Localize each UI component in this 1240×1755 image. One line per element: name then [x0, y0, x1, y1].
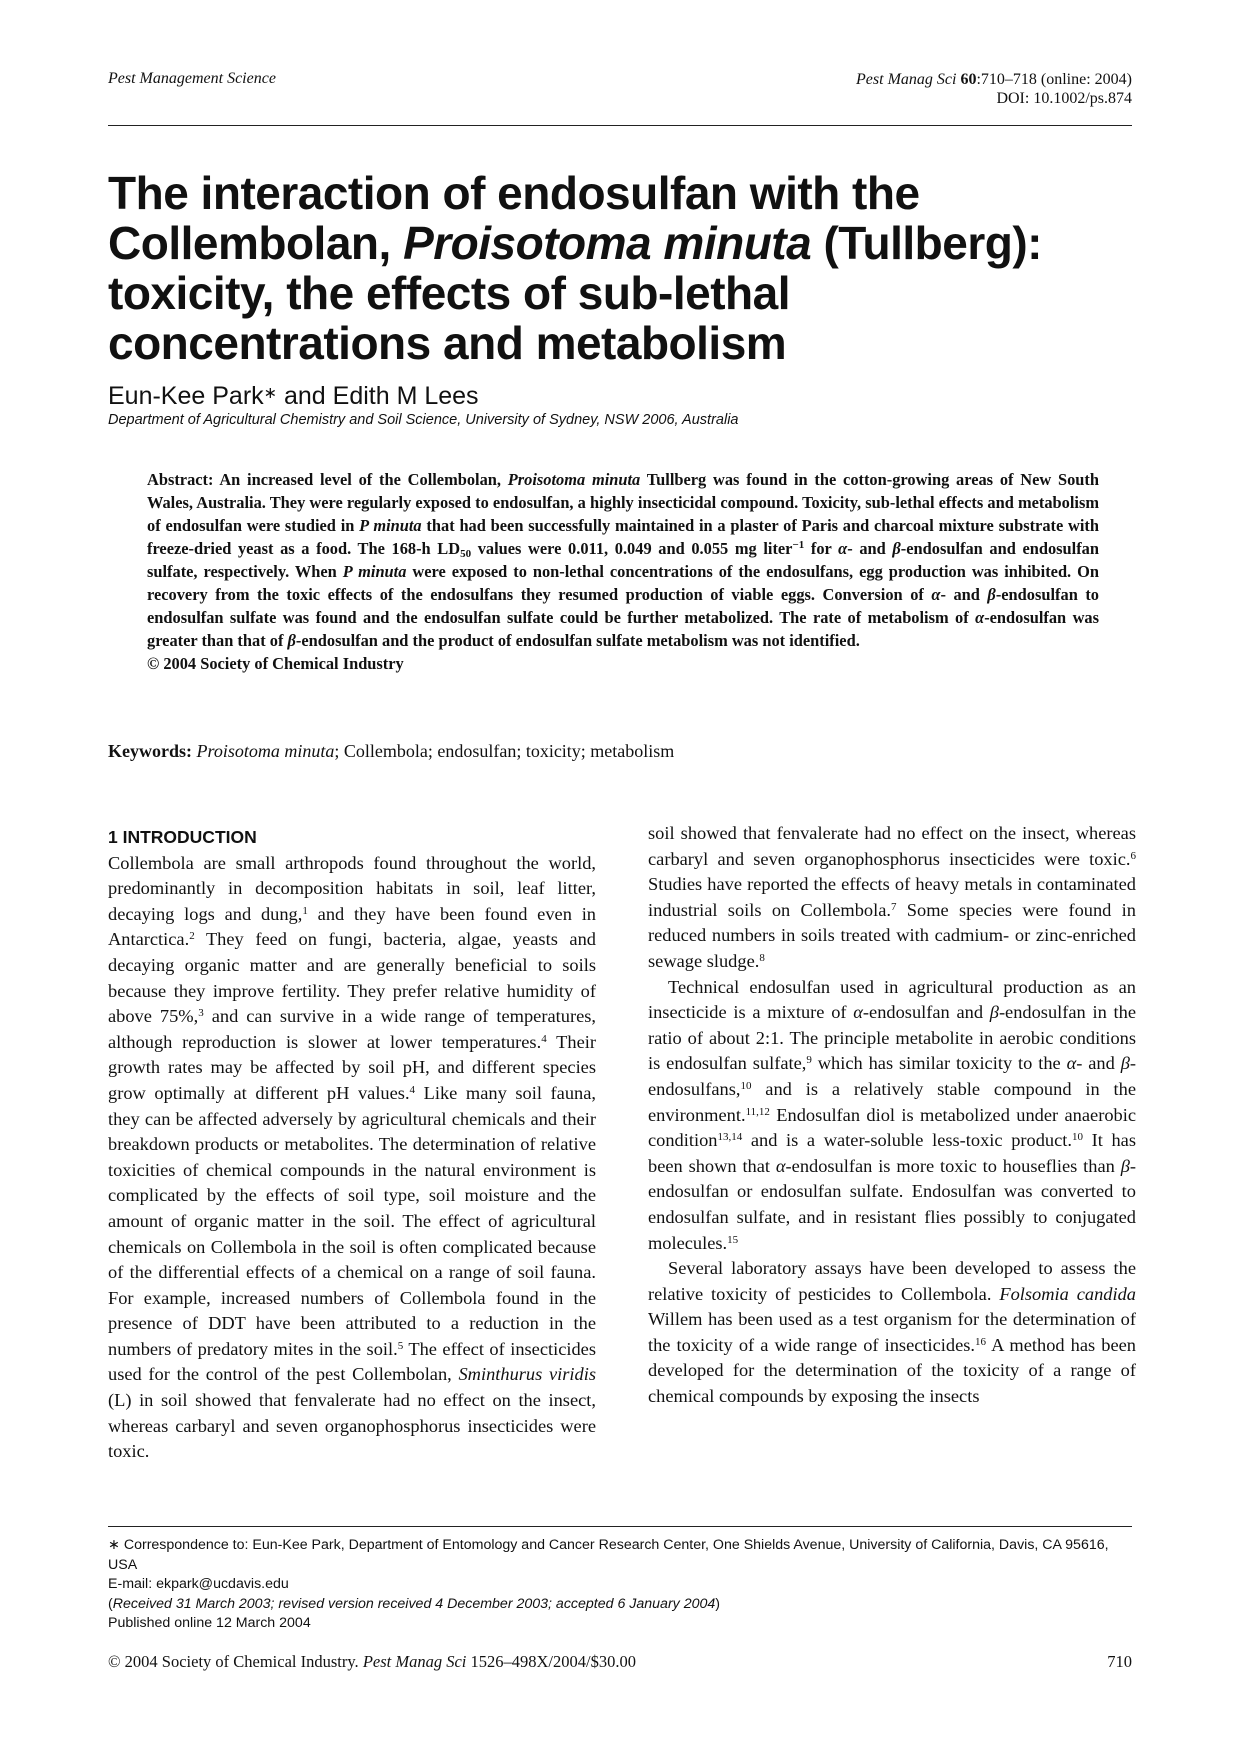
body-column-right: [648, 825, 1136, 1410]
abstract-subscript: 50: [460, 548, 472, 560]
body-text: -endosulfan is more toxic to houseflies than: [785, 1155, 1121, 1176]
greek-alpha: α: [975, 608, 985, 627]
abstract-text: -endosulfan and endosulfan sulfate, respectively. When: [147, 539, 1099, 581]
ref-mark: 4: [409, 1083, 416, 1096]
abstract-text: - and: [847, 539, 893, 558]
keyword-species: Proisotoma minuta: [196, 741, 335, 761]
body-text: Their growth rates may be affected by soil pH, and different species grow optimally at different pH values.: [108, 1031, 597, 1103]
ref-mark: 8: [759, 951, 765, 964]
body-text: -endosulfans,: [648, 1053, 1136, 1099]
body-text: and can survive in a wide range of temperatures, although reproduction is slower at lower temperatures.: [108, 1006, 596, 1052]
citation-pages: :710–718 (online: 2004): [976, 71, 1132, 88]
body-text: Collembola are small arthropods found throughout the world, predominantly in decomposition habitats in soil, leaf litter, decaying logs and dung,: [108, 852, 596, 924]
species-name: Folsomia candida: [999, 1283, 1136, 1304]
abstract-species: Proisotoma minuta: [507, 470, 641, 489]
paren: (: [108, 1595, 113, 1612]
body-text: (L) in soil showed that fenvalerate had no effect on the insect, whereas carbaryl and seven organophosphorus insecticides were toxic.: [108, 1390, 596, 1462]
footer-journal: Pest Manag Sci: [362, 1652, 467, 1671]
title-line-2b: (Tullberg):: [811, 217, 1042, 269]
keywords-label: Keywords:: [108, 741, 192, 761]
greek-alpha: α: [1066, 1053, 1077, 1074]
intro-paragraph-1: [108, 851, 596, 1465]
correspondence: [108, 1536, 1132, 1575]
body-text: Several laboratory assays have been developed to assess the relative toxicity of pesticides to Collembola.: [648, 1258, 1136, 1304]
title-line-1: The interaction of endosulfan with the: [108, 167, 920, 219]
greek-beta: β: [989, 1002, 999, 1023]
author-first: Eun-Kee Park: [108, 382, 264, 410]
citation-block: [856, 70, 1132, 108]
ref-mark: 3: [198, 1007, 204, 1020]
body-text: Studies have reported the effects of heavy metals in contaminated industrial soils on Collembola.: [648, 874, 1136, 920]
page-number: 710: [1107, 1652, 1132, 1671]
greek-beta: β: [892, 539, 901, 558]
greek-beta: β: [987, 585, 996, 604]
journal-name: Pest Management Science: [108, 70, 276, 87]
affiliation: Department of Agricultural Chemistry and Soil Science, University of Sydney, NSW 2006, Australia: [108, 412, 739, 428]
citation-volume: 60: [960, 71, 977, 88]
footnote-rule: [108, 1526, 1132, 1527]
body-text: -endosulfan or endosulfan sulfate. Endosulfan was converted to endosulfan sulfate, and in resistant flies possibly to conjugated molecules.: [648, 1155, 1136, 1253]
title-line-2a: Collembolan,: [108, 217, 404, 269]
author-rest: and Edith M Lees: [277, 382, 479, 410]
abstract-text: Tullberg was found in the cotton-growing areas of New South Wales, Australia. They were regularly exposed to endosulfan, a highly insecticidal compound. Toxicity, sub-lethal effects and metabolism of endosulfan were studied in: [147, 470, 1099, 535]
species-name: Sminthurus viridis: [458, 1364, 596, 1385]
abstract-text: - and: [940, 585, 988, 604]
abstract-text: -endosulfan and the product of endosulfan sulfate metabolism was not identified.: [295, 631, 860, 650]
body-text: Like many soil fauna, they can be affected adversely by agricultural chemicals and their breakdown products or metabolites. The determination of relative toxicities of chemical compounds in the natural environment is complicated by the effects of soil type, soil moisture and the amount of organic matter in the soil. The effect of agricultural chemicals on Collembola in the soil is often complicated because of the differential effects of a chemical on a range of soil fauna. For example, increased numbers of Collembola found in the presence of DDT have been attributed to a reduction in the numbers of predatory mites in the soil.: [108, 1082, 596, 1359]
body-text: They feed on fungi, bacteria, algae, yeasts and decaying organic matter and are generally beneficial to soils because they improve fertility. They prefer relative humidity of above 75%,: [108, 929, 596, 1027]
body-text: The effect of insecticides used for the control of the pest Collembolan,: [108, 1338, 596, 1385]
body-text: A method has been developed for the determination of the toxicity of a range of chemical compounds by exposing the insects: [648, 1334, 1136, 1407]
abstract-text: that had been successfully maintained in a plaster of Paris and charcoal mixture substrate with freeze-dried yeast as a food. The 168-h LD: [147, 516, 1099, 558]
body-text: -endosulfan in the ratio of about 2:1. The principle metabolite in aerobic conditions is endosulfan sulfate,: [648, 1002, 1136, 1074]
received-text: Received 31 March 2003; revised version received 4 December 2003; accepted 6 January 2004: [112, 1595, 716, 1612]
ref-mark: 9: [806, 1054, 812, 1067]
title-line-4: concentrations and metabolism: [108, 317, 787, 369]
authors: [108, 382, 479, 411]
abstract-text: for: [804, 539, 839, 558]
body-text: which has similar toxicity to the: [811, 1053, 1067, 1074]
greek-alpha: α: [853, 1002, 863, 1023]
abstract-species: P minuta: [342, 562, 407, 581]
email: E-mail: ekpark@ucdavis.edu: [108, 1576, 289, 1592]
greek-beta: β: [287, 631, 296, 650]
abstract-label: Abstract:: [147, 470, 214, 489]
received-dates: [108, 1595, 1132, 1615]
ref-mark: 7: [890, 900, 897, 913]
citation-journal: Pest Manag Sci: [856, 71, 957, 88]
abstract-text: -endosulfan to endosulfan sulfate was found and the endosulfan sulfate could be further metabolized. The rate of metabolism of: [147, 585, 1099, 627]
keywords-rest: ; Collembola; endosulfan; toxicity; metabolism: [334, 741, 675, 761]
footer-copyright: [108, 1652, 636, 1672]
correspondence-text: Correspondence to: Eun-Kee Park, Department of Entomology and Cancer Research Center, One Shields Avenue, University of California, Davis, CA 95616, USA: [108, 1537, 1109, 1573]
ref-mark: 13,14: [717, 1131, 743, 1144]
body-text: and they have been found even in Antarctica.: [108, 903, 596, 950]
keywords: [108, 741, 674, 762]
ref-mark: 5: [397, 1339, 404, 1352]
body-text: and is a relatively stable compound in the environment.: [648, 1078, 1136, 1125]
ref-mark: 2: [189, 930, 195, 943]
greek-alpha: α: [931, 585, 941, 604]
ref-mark: 11,12: [745, 1105, 770, 1118]
footnote-mark: ∗: [108, 1537, 120, 1553]
intro-paragraph-2: [648, 975, 1136, 1257]
abstract-text: An increased level of the Collembolan,: [213, 470, 508, 489]
section-heading: 1 INTRODUCTION: [108, 827, 257, 847]
ref-mark: 10: [740, 1079, 752, 1092]
intro-paragraph-3: [648, 1256, 1136, 1410]
body-text: Willem has been used as a test organism for the determination of the toxicity of a wide range of insecticides.: [648, 1309, 1136, 1355]
title-species: Proisotoma minuta: [403, 217, 812, 269]
greek-alpha: α: [838, 539, 848, 558]
abstract-superscript: −1: [792, 539, 805, 551]
greek-beta: β: [1120, 1155, 1130, 1176]
ref-mark: 10: [1071, 1131, 1083, 1144]
footnote: [108, 1536, 1132, 1634]
ref-mark: 1: [302, 904, 308, 917]
body-column-left: [108, 825, 596, 1465]
body-text: Endosulfan diol is metabolized under anaerobic condition: [648, 1104, 1136, 1151]
footer-issn: 1526–498X/2004/$30.00: [466, 1652, 636, 1671]
abstract-species: P minuta: [359, 516, 422, 535]
article-title: [108, 168, 1128, 368]
running-head: [108, 70, 1132, 126]
body-text: and is a water-soluble less-toxic product.: [742, 1130, 1072, 1151]
ref-mark: 6: [1130, 849, 1136, 862]
abstract-text: values were 0.011, 0.049 and 0.055 mg liter: [471, 539, 793, 558]
body-text: -endosulfan and: [862, 1002, 990, 1023]
abstract-copyright: © 2004 Society of Chemical Industry: [147, 654, 404, 673]
doi: DOI: 10.1002/ps.874: [996, 90, 1132, 107]
body-text: Some species were found in reduced numbers in soils treated with cadmium- or zinc-enriched sewage sludge.: [648, 899, 1136, 971]
title-line-3: toxicity, the effects of sub-lethal: [108, 267, 790, 319]
published-online: Published online 12 March 2004: [108, 1615, 311, 1631]
copyright-text: © 2004 Society of Chemical Industry.: [108, 1652, 363, 1671]
abstract-text: -endosulfan was greater than that of: [147, 608, 1099, 650]
body-text: - and: [1076, 1053, 1121, 1074]
ref-mark: 4: [541, 1032, 547, 1045]
abstract-text: were exposed to non-lethal concentrations of the endosulfans, egg production was inhibited. On recovery from the toxic effects of the endosulfans they resumed production of viable eggs. Conversion of: [147, 562, 1099, 604]
greek-alpha: α: [775, 1155, 786, 1176]
author-mark: ∗: [263, 385, 278, 402]
greek-beta: β: [1120, 1053, 1130, 1074]
paren: ): [715, 1595, 721, 1612]
abstract: [147, 468, 1099, 675]
ref-mark: 16: [975, 1335, 987, 1348]
body-text: It has been shown that: [648, 1130, 1136, 1176]
body-text: Technical endosulfan used in agricultural production as an insecticide is a mixture of: [648, 976, 1136, 1023]
intro-paragraph-1-cont: soil showed that fenvalerate had no effect on the insect, whereas carbaryl and seven organophosphorus insecticides were toxic.$^6$ Studies have reported the effects of heavy metals in contaminated industrial soils on Collembola.$^7$ Some species were found in reduced numbers in soils treated with cadmium- or zinc-enriched sewage sludge.$^8$: [648, 823, 1136, 971]
ref-mark: 15: [727, 1233, 739, 1246]
